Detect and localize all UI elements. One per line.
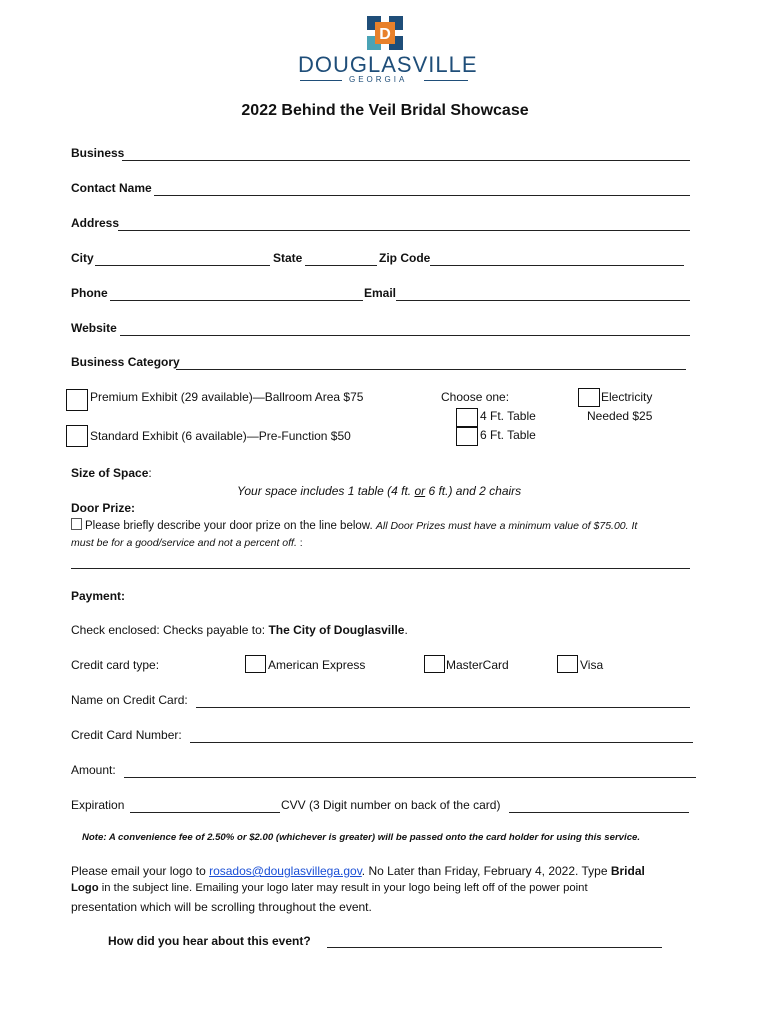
city-field[interactable] — [95, 265, 270, 266]
amex-label: American Express — [268, 658, 366, 672]
premium-label: Premium Exhibit (29 available)—Ballroom Area $75 — [90, 390, 364, 404]
logo-sub-line-left — [300, 80, 342, 81]
electricity-label-line2: Needed $25 — [587, 409, 653, 423]
mastercard-label: MasterCard — [446, 658, 509, 672]
city-label: City — [71, 251, 94, 265]
electricity-checkbox[interactable] — [578, 388, 600, 407]
door-prize-field[interactable] — [71, 568, 690, 569]
expiration-field[interactable] — [130, 812, 280, 813]
hear-question: How did you hear about this event? — [108, 934, 311, 948]
table6-checkbox[interactable] — [456, 427, 478, 446]
logo — [0, 12, 770, 87]
cc-type-label: Credit card type: — [71, 658, 160, 672]
choose-one-label: Choose one: — [441, 390, 510, 404]
business-label: Business — [71, 146, 125, 160]
logo-email-link[interactable]: rosados@douglasvillega.gov — [209, 864, 362, 878]
cvv-label: CVV (3 Digit number on back of the card) — [281, 798, 501, 812]
contact-name-field[interactable] — [154, 195, 690, 196]
door-prize-note-line1: All Door Prizes must have a minimum value of $75.00. It — [375, 520, 638, 532]
table4-label: 4 Ft. Table — [480, 409, 536, 423]
door-prize-text: Please briefly describe your door prize on the line below. — [85, 520, 376, 532]
hear-field[interactable] — [327, 947, 662, 948]
size-of-space-colon: : — [148, 466, 152, 480]
visa-label: Visa — [580, 658, 604, 672]
table6-label: 6 Ft. Table — [480, 428, 536, 442]
contact-name-label: Contact Name — [71, 181, 152, 195]
door-prize-glyph-icon — [71, 518, 82, 530]
address-label: Address — [71, 216, 120, 230]
name-on-card-field[interactable] — [196, 707, 690, 708]
logo-mark-icon — [367, 16, 403, 50]
logo-email-text-b: . No Later than Friday, February 4, 2022. Type — [361, 864, 611, 878]
logo-sub: GEORGIA — [349, 75, 408, 84]
amount-field[interactable] — [124, 777, 696, 778]
space-note — [237, 484, 521, 498]
svg-text:D: D — [379, 26, 391, 43]
website-label: Website — [71, 321, 117, 335]
check-enclosed — [71, 623, 408, 637]
visa-checkbox[interactable] — [557, 655, 578, 673]
door-prize-note-line2-wrap — [71, 537, 303, 549]
state-label: State — [273, 251, 303, 265]
logo-email-line3: presentation which will be scrolling throughout the event. — [71, 900, 372, 914]
logo-email-text-a: Please email your logo to — [71, 864, 210, 878]
space-note-or: or — [414, 484, 426, 498]
premium-checkbox[interactable] — [66, 389, 88, 411]
zip-field[interactable] — [430, 265, 684, 266]
logo-email-line1 — [71, 864, 645, 878]
electricity-label-line1: Electricity — [601, 390, 653, 404]
table4-checkbox[interactable] — [456, 408, 478, 427]
business-field[interactable] — [122, 160, 690, 161]
logo-name: DOUGLASVILLE — [298, 52, 478, 77]
door-prize-description — [71, 518, 637, 532]
phone-field[interactable] — [110, 300, 363, 301]
cvv-field[interactable] — [509, 812, 689, 813]
mastercard-checkbox[interactable] — [424, 655, 445, 673]
email-field[interactable] — [396, 300, 690, 301]
phone-label: Phone — [71, 286, 108, 300]
card-number-field[interactable] — [190, 742, 693, 743]
logo-email-line2 — [71, 882, 588, 894]
name-on-card-label: Name on Credit Card: — [71, 693, 188, 707]
size-of-space-label — [71, 466, 152, 480]
zip-label: Zip Code — [379, 251, 431, 265]
door-prize-colon: : — [296, 537, 303, 549]
check-payee: The City of Douglasville — [268, 623, 405, 637]
fee-note: Note: A convenience fee of 2.50% or $2.00 (whichever is greater) will be passed onto the card holder for using this service. — [82, 832, 641, 843]
check-enclosed-text: Check enclosed: Checks payable to: — [71, 623, 269, 637]
door-prize-note-line2: must be for a good/service and not a percent off. — [71, 537, 297, 549]
space-note-b: 6 ft.) and 2 chairs — [425, 484, 522, 498]
page-title: 2022 Behind the Veil Bridal Showcase — [241, 102, 529, 119]
standard-label: Standard Exhibit (6 available)—Pre-Function $50 — [90, 429, 351, 443]
business-category-label: Business Category — [71, 355, 180, 369]
amount-label: Amount: — [71, 763, 116, 777]
size-of-space-text: Size of Space — [71, 466, 149, 480]
website-field[interactable] — [120, 335, 690, 336]
logo-email-text-c: in the subject line. Emailing your logo later may result in your logo being left off of the power point — [98, 882, 588, 894]
card-number-label: Credit Card Number: — [71, 728, 182, 742]
payment-label: Payment: — [71, 589, 126, 603]
space-note-a: Your space includes 1 table (4 ft. — [237, 484, 415, 498]
door-prize-label: Door Prize: — [71, 501, 136, 515]
amex-checkbox[interactable] — [245, 655, 266, 673]
logo-email-bold-b: Logo — [71, 882, 99, 894]
business-category-field[interactable] — [176, 369, 686, 370]
state-field[interactable] — [305, 265, 377, 266]
logo-email-bold-a: Bridal — [610, 864, 645, 878]
email-label: Email — [364, 286, 397, 300]
check-period: . — [404, 623, 408, 637]
expiration-label: Expiration — [71, 798, 125, 812]
logo-sub-line-right — [424, 80, 468, 81]
standard-checkbox[interactable] — [66, 425, 88, 447]
address-field[interactable] — [118, 230, 690, 231]
